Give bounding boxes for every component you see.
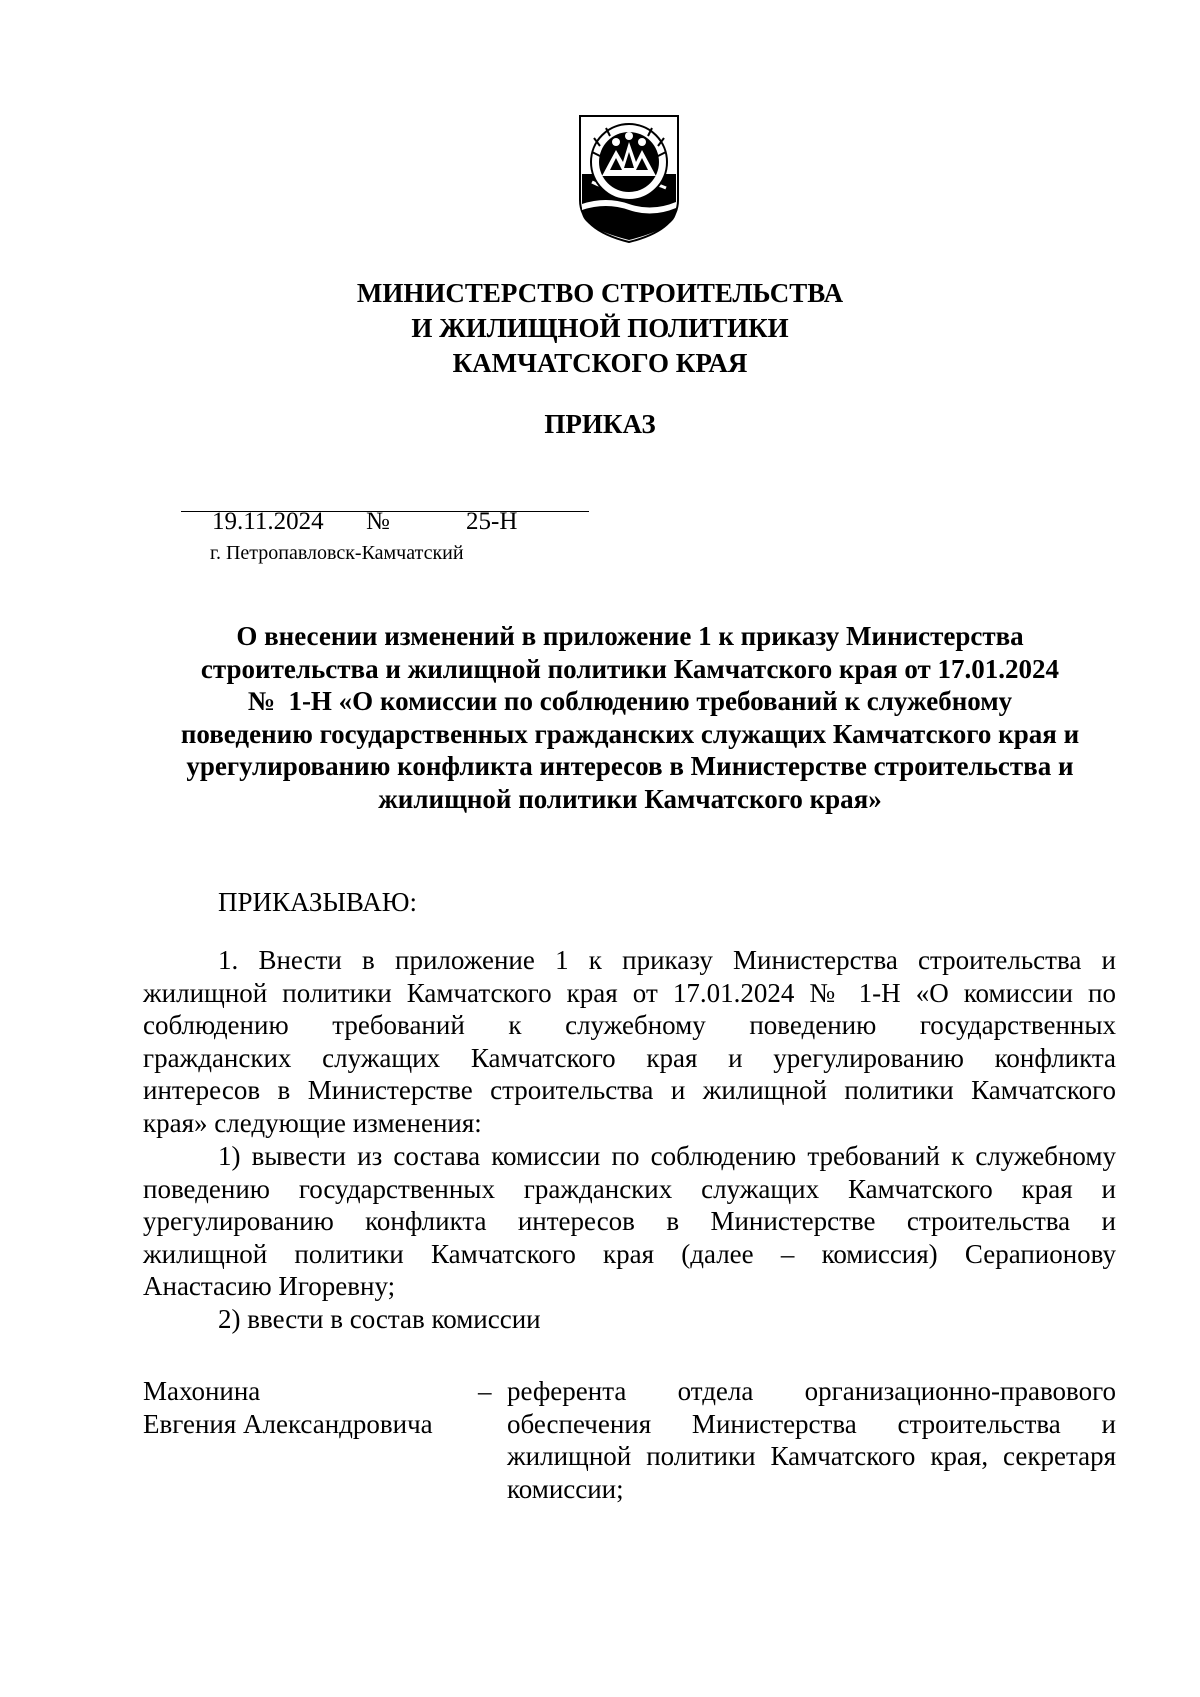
order-number: 25-Н [466,508,518,535]
item-1-line-1: 1. Внести в приложение 1 к приказу Министерства строительства и [218,945,1116,975]
member-name [143,1375,473,1440]
member-position-line-3: жилищной политики Камчатского края, секретаря [507,1441,1116,1472]
member-dash: – [478,1376,492,1406]
order-date: 19.11.2024 [212,508,324,535]
item-1-line-3: соблюдению требований к служебному поведению государственных [143,1010,1116,1041]
ministry-line-3: КАМЧАТСКОГО КРАЯ [452,348,748,378]
item-1-line-4: гражданских служащих Камчатского края и урегулированию конфликта [143,1042,1116,1073]
member-position [507,1375,1116,1505]
sub-item-2-paragraph [143,1303,1116,1336]
order-subject [140,620,1120,815]
document-type: ПРИКАЗ [544,409,656,439]
member-given-names: Евгения Александровича [143,1408,433,1439]
member-position-line-1: референта отдела организационно-правового [507,1376,1116,1406]
member-surname: Махонина [143,1376,261,1406]
ministry-line-1: МИНИСТЕРСТВО СТРОИТЕЛЬСТВА [356,278,844,308]
sub-item-1-line-4: жилищной политики Камчатского края (далее – комиссия) Серапионову [143,1238,1116,1269]
sub-item-1-line-3: урегулированию конфликта интересов в Министерстве строительства и [143,1206,1116,1237]
member-position-line-2: обеспечения Министерства строительства и [507,1408,1116,1439]
subject-line-3: № 1-Н «О комиссии по соблюдению требований к служебному [247,686,1013,716]
item-1-line-5: интересов в Министерстве строительства и жилищной политики Камчатского [143,1075,1116,1106]
sub-item-2-line: 2) ввести в состав комиссии [218,1304,541,1334]
ministry-line-2: И ЖИЛИЩНОЙ ПОЛИТИКИ [411,313,789,343]
item-1-line-2: жилищной политики Камчатского края от 17.01.2024 № 1-Н «О комиссии по [143,977,1116,1008]
member-position-line-4: комиссии; [507,1473,624,1504]
sub-item-1-line-2: поведению государственных гражданских служащих Камчатского края и [143,1173,1116,1204]
sub-item-1-line-5: Анастасию Игоревну; [143,1271,396,1302]
issue-city: г. Петропавловск-Камчатский [210,542,464,564]
subject-line-5: урегулированию конфликта интересов в Министерстве строительства и [186,751,1074,781]
sub-item-1-line-1: 1) вывести из состава комиссии по соблюдению требований к служебному [218,1141,1116,1171]
subject-line-2: строительства и жилищной политики Камчатского края от 17.01.2024 [200,653,1060,684]
subject-line-6: жилищной политики Камчатского края» [378,783,882,814]
item-1-line-6: края» следующие изменения: [143,1107,482,1138]
number-sign: № [366,508,390,535]
subject-line-1: О внесении изменений в приложение 1 к приказу Министерства [236,621,1024,651]
ministry-name [0,276,1200,381]
item-1-paragraph [143,944,1116,1140]
order-directive: ПРИКАЗЫВАЮ: [218,887,417,917]
coat-of-arms-emblem [576,112,682,244]
subject-line-4: поведению государственных гражданских служащих Камчатского края и [180,718,1080,749]
sub-item-1-paragraph [143,1140,1116,1303]
